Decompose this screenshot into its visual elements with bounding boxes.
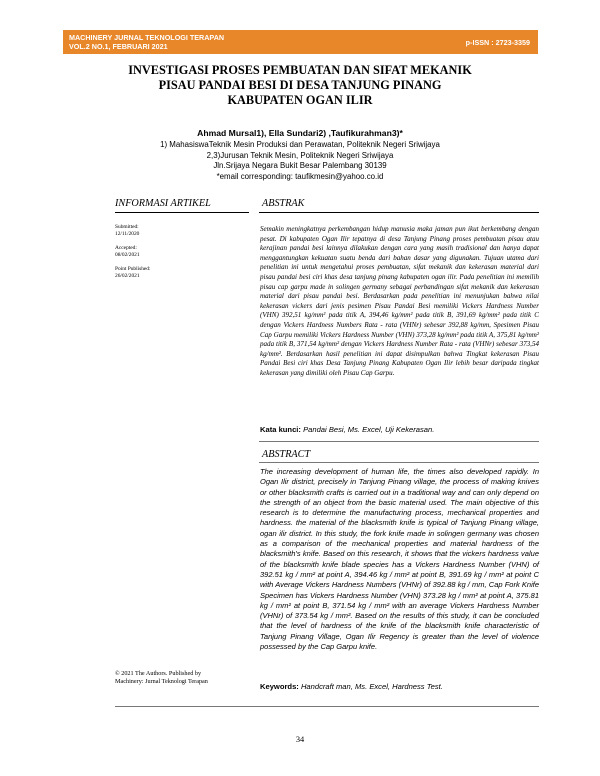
journal-issn: p-ISSN : 2723-3359 xyxy=(465,38,530,47)
published-label: Point Published: xyxy=(115,266,151,272)
corresponding-email: *email corresponding: taufikmesin@yahoo.co.id xyxy=(216,172,384,181)
keywords-label: Keywords: xyxy=(260,682,299,691)
info-artikel-heading: INFORMASI ARTIKEL xyxy=(115,198,211,209)
journal-volume: VOL.2 NO.1, FEBRUARI 2021 xyxy=(69,42,168,51)
copyright-notice xyxy=(115,670,250,686)
affiliation-address: Jln.Srijaya Negara Bukit Besar Palembang 30139 xyxy=(213,161,387,170)
paper-title xyxy=(80,63,520,108)
abstract-rule xyxy=(259,462,539,463)
published-date: 26/02/2021 xyxy=(115,272,140,279)
abstrak-body: Semakin meningkatnya perkembangan hidup manusia maka jaman pun ikut berkembang dengan pesat. Di kabupaten Ogan Ilir tepatnya di desa Tanjung Pinang proses pembuatan pisau atau kerajinan pandai besi lainnya dilakukan dengan cara yang masih tradisional dan hanya dapat menggantungkan kekuatan suatu benda dari bahan dasar yang digunakan. Tujuan utama dari penelitian ini untuk mengetahui proses pembuatan, sifat mekanik dan kekerasan material dari pisau pandai besi ciri khas desa tanjung pinang kabupaten ogan ilir. Pada penelitian ini memilih pisau cap garpu made in solingen germany sebagai perbandingan sifat mekanik dan kekerasan material dari pisau pandai besi. Berdasarkan pada penelitian ini menunjukan bahwa nilai kekerasan vickers dari jenis pesimen Pisau Pandai Besi memiliki Vickers Hardness Number (VHN) 392,51 kg/mm² pada titik A, 394,46 kg/mm² pada titik B, 391,69 kg/mm² pada titik C dengan Vickers Hardness Numbers Rata - rata (VHNr) sebesar 392,88 kg/mm, Spesimen Pisau Cap Garpu memiliki Vickers Hardness Number (VHN) 373,28 kg/mm² pada titik A, 375,81 kg/mm² pada titik B, 371,54 kg/mm² dengan Vickers Hardness Number Rata - rata (VHNr) sebesar 373,54 kg/mm². Berdasarkan hasil penelitian ini dapat disimpulkan bahwa Tingkat kekerasan Pisau Pandai Besi ciri khas Desa Tanjung Pinang Kabupaten Ogan Ilir lebih besar daripada tingkat kekerasan yang dimiliki oleh Pisau Cap Garpu. xyxy=(260,225,539,377)
copyright-line-2: Machinery: Jurnal Teknologi Terapan xyxy=(115,678,208,686)
accepted-label: Accepted: xyxy=(115,245,137,251)
journal-name: MACHINERY JURNAL TEKNOLOGI TERAPAN xyxy=(69,33,225,42)
accepted-info xyxy=(115,245,140,258)
title-line-3: KABUPATEN OGAN ILIR xyxy=(227,93,373,107)
title-line-2: PISAU PANDAI BESI DI DESA TANJUNG PINANG xyxy=(158,78,442,92)
kata-kunci-values: Pandai Besi, Ms. Excel, Uji Kekerasan. xyxy=(303,425,435,434)
submitted-info xyxy=(115,224,139,237)
affiliation-1: 1) MahasiswaTeknik Mesin Produksi dan Perawatan, Politeknik Negeri Sriwijaya xyxy=(160,140,440,149)
title-line-1: INVESTIGASI PROSES PEMBUATAN DAN SIFAT MEKANIK xyxy=(128,63,472,77)
affiliation-2: 2,3)Jurusan Teknik Mesin, Politeknik Negeri Sriwijaya xyxy=(206,151,394,160)
abstrak-divider xyxy=(259,441,539,442)
journal-name-block xyxy=(69,33,224,51)
abstrak-rule xyxy=(259,212,539,213)
author-list: Ahmad Mursal1), Ella Sundari2) ,Taufikurahman3)* xyxy=(197,128,403,138)
abstract-heading: ABSTRACT xyxy=(262,449,311,460)
info-artikel-rule xyxy=(115,212,249,213)
submitted-label: Submitted: xyxy=(115,224,139,230)
accepted-date: 08/02/2021 xyxy=(115,251,140,258)
page-number: 34 xyxy=(295,735,305,744)
keywords xyxy=(260,682,443,691)
journal-header-banner xyxy=(63,30,538,54)
abstract-body: The increasing development of human life, the times also developed rapidly. In Ogan Ilir district, precisely in Tanjung Pinang village, the process of making knives or other blacksmith crafts is carried out in a traditional way and can only depend on the strength of an object from the basic material used. The main objective of this research is to determine the manufacturing process, mechanical properties and hardness. the material of the blacksmith knife is typical of Tanjung Pinang village, ogan ilir district. In this study, the fork knife made in solingen germany was chosen as a comparison of the mechanical properties and material hardness of the blacksmith's knife. Based on this research, it shows that the vickers hardness value of the blacksmith knife blade species has a Vickers Hardness Number (VHN) of 392.51 kg / mm² at point A, 394.46 kg / mm² at point B, 391.69 kg / mm² at point C with Average Vickers Hardness Numbers (VHNr) of 392.88 kg / mm, Cap Fork Knife Specimen has Vickers Hardness Number (VHN) 373.28 kg / mm² at point A, 375.81 kg / mm² at point B, 371.54 kg / mm² with an average Vickers Hardness Number (VHNr) of 373.54 kg / mm². Based on the results of this study, it can be concluded that the level of hardness of the knife of the blacksmith knife characteristic of Tanjung Pinang Village, Ogan Ilir Regency is greater than the level of violence possessed by the Cap Garpu knife. xyxy=(260,467,539,652)
copyright-line-1: © 2021 The Authors. Published by xyxy=(115,670,202,677)
kata-kunci xyxy=(260,425,434,434)
published-info xyxy=(115,266,151,279)
keywords-values: Handcraft man, Ms. Excel, Hardness Test. xyxy=(300,682,443,691)
submitted-date: 12/11/2020 xyxy=(115,230,140,237)
footer-rule xyxy=(115,706,539,707)
abstrak-heading: ABSTRAK xyxy=(262,198,305,209)
kata-kunci-label: Kata kunci: xyxy=(260,425,301,434)
